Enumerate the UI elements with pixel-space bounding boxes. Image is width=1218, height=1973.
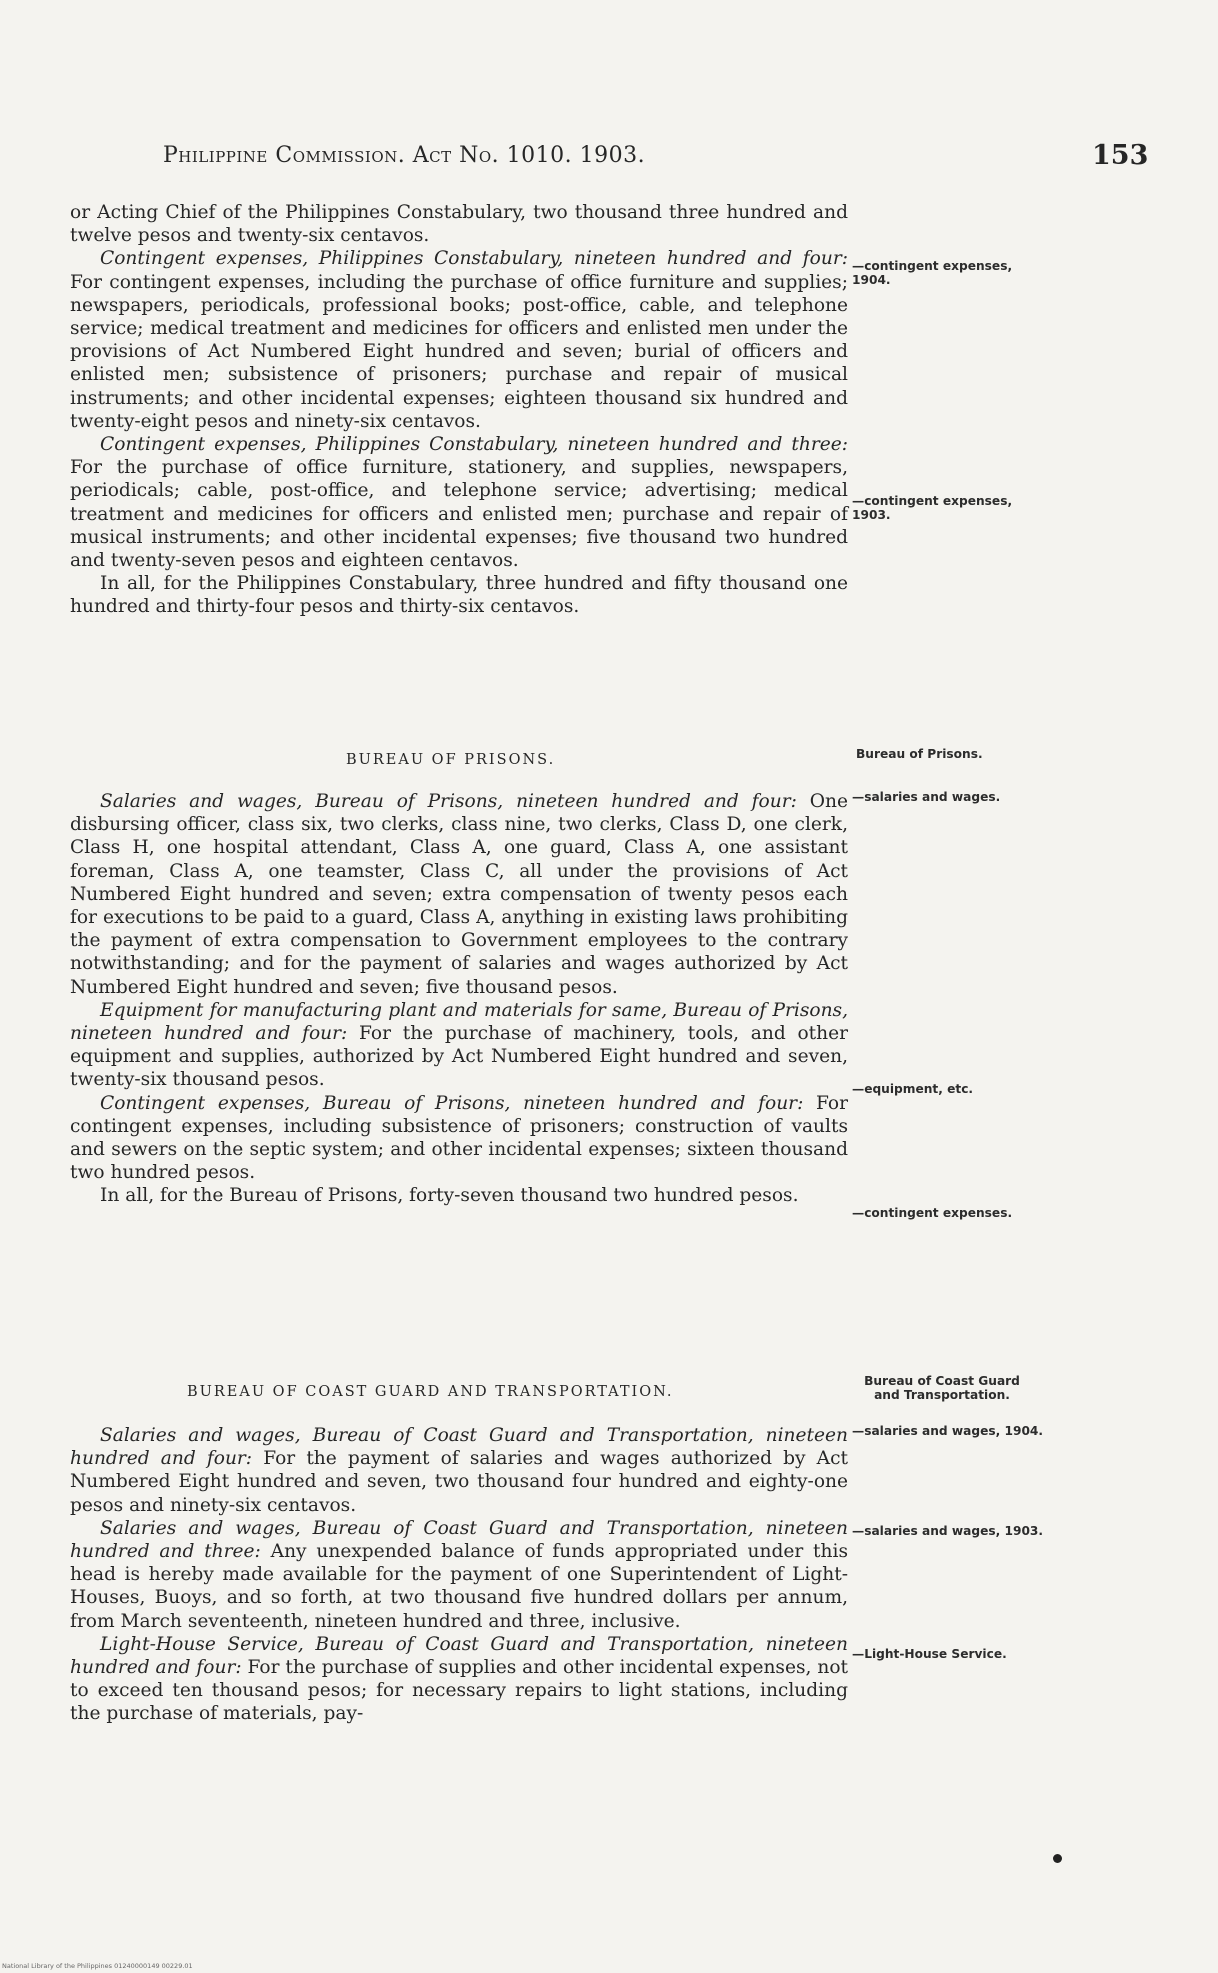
paragraph [70, 1092, 848, 1185]
paragraph [70, 1424, 848, 1517]
paragraph [70, 1633, 848, 1726]
text-block-constabulary [70, 201, 848, 619]
text-block-prisons [70, 790, 848, 1208]
item-title: Salaries and wages, Bureau of Prisons, nineteen hundred and four: [100, 791, 797, 812]
item-title: Equipment for manufacturing plant and materials for same, Bureau of Prisons, nineteen hundred and four: [70, 999, 848, 1045]
page-number: 153 [1092, 140, 1149, 171]
paragraph [70, 247, 848, 433]
margin-note: —contingent expenses, 1904. [852, 259, 1013, 287]
item-title: Light-House Service, Bureau of Coast Guard and Transportation, nineteen hundred and four: [70, 1633, 848, 1679]
item-text: For the purchase of machinery, tools, and other equipment and supplies, authorized by Act Numbered Eight hundred and seven, twenty-six thousand pesos. [70, 1023, 848, 1091]
item-text: Any unexpended balance of funds appropriated under this head is hereby made available for the payment of one Superintendent of Light-Houses, Buoys, and so forth, at two thousand five hundred dollars per annum, from March seventeenth, nineteen hundred and three, inclusive. [70, 1541, 848, 1632]
paragraph [70, 790, 848, 999]
section-heading-coast-guard: BUREAU OF COAST GUARD AND TRANSPORTATION. [187, 1384, 674, 1400]
margin-note: —salaries and wages, 1904. [852, 1424, 1044, 1438]
item-text: One disbursing officer, class six, two clerks, class nine, two clerks, Class D, one clerk, Class H, one hospital attendant, Class A, one guard, Class A, one assistant foreman, Class A, one teamster, Class C, all under the provisions of Act Numbered Eight hundred and seven; extra compensation of twenty pesos each for executions to be paid to a guard, Class A, anything in existing laws prohibiting the payment of extra compensation to Government employees to the contrary notwithstanding; and for the payment of salaries and wages authorized by Act Numbered Eight hundred and seven; five thousand pesos. [70, 791, 849, 998]
scan-footer: National Library of the Philippines 01240000149 00229.01 [2, 1962, 193, 1970]
item-text: For contingent expenses, including subsistence of prisoners; construction of vaults and sewers on the septic system; and other incidental expenses; sixteen thousand two hundred pesos. [70, 1092, 848, 1184]
item-text: For the payment of salaries and wages authorized by Act Numbered Eight hundred and seven, two thousand four hundred and eighty-one pesos and ninety-six centavos. [70, 1448, 848, 1516]
item-title: Salaries and wages, Bureau of Coast Guard and Transportation, nineteen hundred and four: [70, 1425, 848, 1470]
paragraph [70, 999, 848, 1092]
paragraph: In all, for the Bureau of Prisons, forty-seven thousand two hundred pesos. [100, 1185, 799, 1207]
paragraph [70, 1517, 848, 1633]
margin-note: —equipment, etc. [852, 1082, 974, 1096]
item-title: Contingent expenses, Philippines Constabulary, nineteen hundred and four: [100, 248, 848, 270]
margin-note: —salaries and wages. [852, 790, 1001, 804]
item-title: Contingent expenses, Bureau of Prisons, nineteen hundred and four: [100, 1092, 804, 1114]
item-text: For the purchase of office furniture, stationery, and supplies, newspapers, periodicals; cable, post-office, and telephone service; advertising; medical treatment and medicines for officers and enlisted men; purchase and repair of musical instruments; and other incidental expenses; five thousand two hundred and twenty-seven pesos and eighteen centavos. [70, 457, 848, 572]
item-text: For contingent expenses, including the purchase of office furniture and supplies; newspapers, periodicals, professional books; post-office, cable, and telephone service; medical treatment and medicines for officers and enlisted men under the provisions of Act Numbered Eight hundred and seven; burial of officers and enlisted men; subsistence of prisoners; purchase and repair of musical instruments; and other incidental expenses; eighteen thousand six hundred and twenty-eight pesos and ninety-six centavos. [70, 271, 848, 432]
item-text: For the purchase of supplies and other incidental expenses, not to exceed ten thousand pesos; for necessary repairs to light stations, including the purchase of materials, pay- [70, 1657, 848, 1725]
margin-note: —salaries and wages, 1903. [852, 1524, 1044, 1538]
running-head: Philippine Commission. Act No. 1010. 1903. [163, 143, 646, 168]
margin-note: —Light-House Service. [852, 1647, 1007, 1661]
paragraph: In all, for the Philippines Constabulary, three hundred and fifty thousand one hundred and thirty-four pesos and thirty-six centavos. [70, 573, 848, 618]
margin-note: Bureau of Prisons. [856, 747, 983, 761]
ink-dot [1053, 1854, 1062, 1863]
margin-note: —contingent expenses. [852, 1206, 1013, 1220]
item-title: Salaries and wages, Bureau of Coast Guard and Transportation, nineteen hundred and three: [70, 1517, 848, 1563]
paragraph: or Acting Chief of the Philippines Constabulary, two thousand three hundred and twelve pesos and twenty-six centavos. [70, 202, 848, 247]
text-block-coast-guard [70, 1424, 848, 1726]
margin-note: Bureau of Coast Guard and Transportation. [864, 1374, 1020, 1402]
item-title: Contingent expenses, Philippines Constabulary, nineteen hundred and three: [100, 434, 848, 456]
section-heading-prisons: BUREAU OF PRISONS. [346, 752, 556, 768]
paragraph [70, 433, 848, 572]
margin-note: —contingent expenses, 1903. [852, 494, 1013, 522]
